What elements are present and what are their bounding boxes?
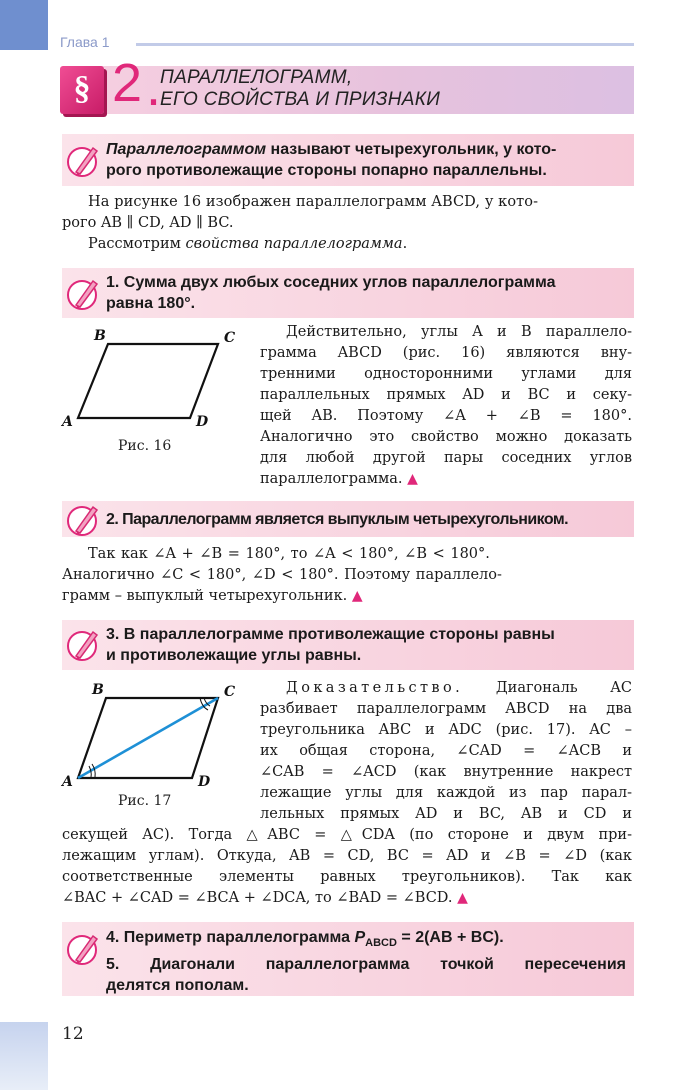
vertex-label-c: C: [224, 684, 236, 700]
proof2-line1: Так как ∠A + ∠B = 180°, то ∠A < 180°, ∠B < 180°.: [88, 546, 490, 562]
vertex-label-a: A: [62, 774, 73, 790]
vertex-label-a: A: [62, 414, 73, 430]
proof3-wrapped-text: Доказательство. Диагональ AC разбивает параллелограмм ABCD на два треугольника ABC и ADC (рис. 17). AC – их общая сторона, ∠CAD = ∠ACB и ∠CAB = ∠ACD (как внутренние накрест лежащие углы для каждой из пар парал- лельных прямых AD и BC, AB и CD и: [260, 680, 632, 822]
vertex-label-c: C: [224, 330, 236, 346]
definition-term: Параллелограммом: [106, 141, 267, 158]
figure-16-caption: Рис. 16: [118, 438, 172, 454]
property1-text: 1. Сумма двух любых соседних углов параллелограмма равна 180°.: [106, 274, 556, 312]
end-of-proof-icon: ▲: [407, 471, 418, 487]
pen-icon: [66, 930, 102, 966]
definition-line2: рого противолежащие стороны попарно параллельны.: [106, 162, 547, 179]
bottom-corner-tab: [0, 1022, 48, 1090]
vertex-label-d: D: [198, 774, 211, 790]
figure-16-parallelogram: [58, 326, 254, 434]
section-number: 2: [112, 53, 143, 113]
pen-icon: [66, 275, 102, 311]
definition-rest: называют четырехугольник, у кото-: [266, 141, 557, 158]
perimeter-symbol: P: [354, 929, 366, 946]
intro-line3: Рассмотрим свойства параллелограмма.: [88, 236, 408, 252]
chapter-label: Глава 1: [60, 34, 110, 50]
property45-text: 4. Периметр параллелограмма $P_{ABCD} = 2(AB + BC)$. 5. Диагонали параллелограмма точкой пересечения делятся пополам.: [106, 929, 626, 995]
section-sign-icon: §: [60, 66, 104, 114]
proof1-text: Действительно, углы A и B параллело- грамма ABCD (рис. 16) являются вну- тренними односторонними углами для параллельных прямых AD и BC и секу- щей AB. Поэтому ∠A + ∠B = 180°. Аналогично это свойство можно доказать для любой другой пары соседних углов параллелограмма. ▲: [260, 324, 632, 487]
pen-icon: [66, 501, 102, 537]
proof-heading: Доказательство.: [286, 680, 464, 696]
figure-17-parallelogram: [58, 680, 254, 792]
vertex-label-b: B: [94, 328, 106, 344]
header-rule: [136, 43, 634, 46]
pen-icon: [66, 626, 102, 662]
end-of-proof-icon: ▲: [351, 588, 363, 604]
property3-text: 3. В параллелограмме противолежащие стороны равны и противолежащие углы равны.: [106, 626, 555, 664]
vertex-label-d: D: [196, 414, 209, 430]
section-title-line2: ЕГО СВОЙСТВА И ПРИЗНАКИ: [160, 89, 441, 110]
intro-line1: На рисунке 16 изображен параллелограмм ABCD, у кото-: [88, 194, 539, 210]
definition-text: [106, 139, 626, 181]
intro-line2: рого AB ∥ CD, AD ∥ BC.: [62, 215, 234, 231]
pen-icon: [66, 142, 102, 178]
proof3-full-text: секущей AC). Тогда △ABC = △CDA (по стороне и двум при- лежащим углам). Откуда, AB = CD, BC = AD и ∠B = ∠D (как соответственные элементы равных треугольников). Так как ∠BAC + ∠CAD = ∠BCA + ∠DCA, то ∠BAD = ∠BCD. ▲: [62, 827, 632, 906]
corner-tab: [0, 0, 48, 50]
property2-text: 2. Параллелограмм является выпуклым четырехугольником.: [106, 511, 569, 528]
end-of-proof-icon: ▲: [457, 890, 468, 906]
figure-17-caption: Рис. 17: [118, 793, 172, 809]
section-title-line1: ПАРАЛЛЕЛОГРАММ,: [160, 67, 353, 88]
intro-italic: свойства параллелограмма: [185, 236, 403, 252]
vertex-label-b: B: [92, 682, 104, 698]
proof2-line2: Аналогично ∠C < 180°, ∠D < 180°. Поэтому параллело-: [62, 567, 502, 583]
section-number-dot: .: [146, 57, 162, 117]
proof2-line3: грамм – выпуклый четырехугольник. ▲: [62, 588, 363, 604]
page-number: 12: [62, 1024, 84, 1044]
